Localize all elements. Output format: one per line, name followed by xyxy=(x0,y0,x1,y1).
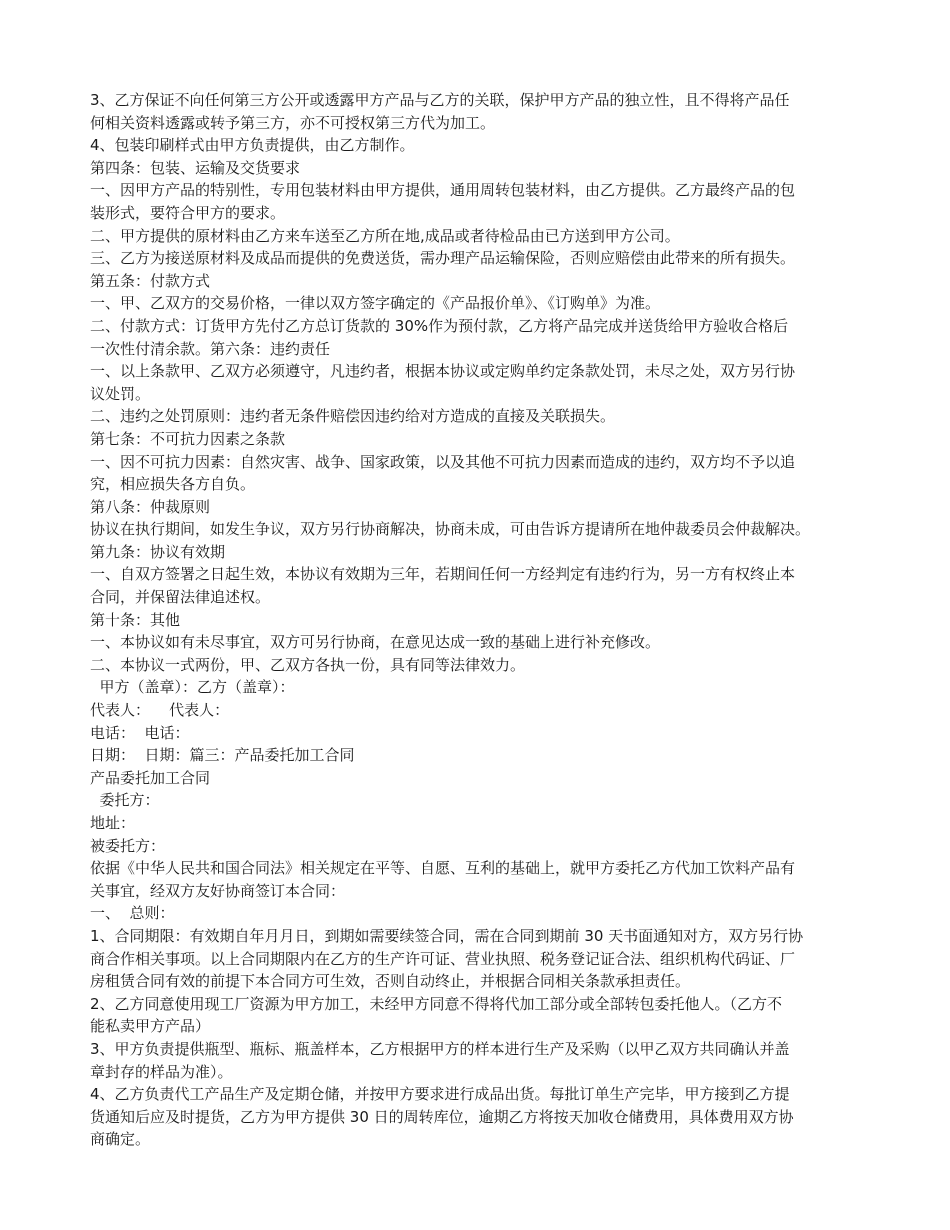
text-line: 一、本协议如有未尽事宜，双方可另行协商，在意见达成一致的基础上进行补充修改。 xyxy=(90,633,661,652)
signature-line: 甲方（盖章）：乙方（盖章）： xyxy=(90,678,295,697)
text-line: 合同，并保留法律追述权。 xyxy=(90,588,271,607)
text-line: 3、甲方负责提供瓶型、瓶标、瓶盖样本，乙方根据甲方的样本进行生产及采购（以甲乙双方共同确认并盖 xyxy=(90,1039,790,1058)
text-line: 4、乙方负责代工产品生产及定期仓储，并按甲方要求进行成品出货。每批订单生产完毕，甲方接到乙方提 xyxy=(90,1085,790,1104)
text-line: 章封存的样品为准）。 xyxy=(90,1062,233,1081)
text-line: 三、乙方为接送原材料及成品而提供的免费送货，需办理产品运输保险，否则应赔偿由此带来的所有损失。 xyxy=(90,249,796,268)
text-line: 一、因不可抗力因素：自然灾害、战争、国家政策，以及其他不可抗力因素而造成的违约，双方均不予以追 xyxy=(90,452,796,471)
contract-title: 产品委托加工合同 xyxy=(90,768,211,787)
text-line: 3、乙方保证不向任何第三方公开或透露甲方产品与乙方的关联，保护甲方产品的独立性，且不得将产品任 xyxy=(90,91,790,109)
text-line: 一次性付清余款。第六条：违约责任 xyxy=(90,339,331,358)
section-heading: 第九条：协议有效期 xyxy=(90,542,226,561)
text-line: 一、甲、乙双方的交易价格，一律以双方签字确定的《产品报价单》、《订购单》为准。 xyxy=(90,294,661,313)
signature-line: 电话： 电话： xyxy=(90,723,190,742)
text-line: 何相关资料透露或转予第三方，亦不可授权第三方代为加工。 xyxy=(90,113,496,132)
text-line: 协议在执行期间，如发生争议，双方另行协商解决，协商未成，可由告诉方提请所在地仲裁委员会仲裁解决。 xyxy=(90,520,811,539)
text-line: 关事宜，经双方友好协商签订本合同： xyxy=(90,881,346,900)
text-line: 1、合同期限：有效期自年月月日，到期如需要续签合同，需在合同到期前 30 天书面通知对方，双方另行协 xyxy=(90,926,804,945)
text-line: 商合作相关事项。以上合同期限内在乙方的生产许可证、营业执照、税务登记证合法、组织机构代码证、厂 xyxy=(90,949,796,968)
text-line: 依据《中华人民共和国合同法》相关规定在平等、自愿、互利的基础上，就甲方委托乙方代加工饮料产品有 xyxy=(90,859,796,878)
text-line: 货通知后应及时提货，乙方为甲方提供 30 日的周转库位，逾期乙方将按天加收仓储费用，具体费用双方协 xyxy=(90,1107,794,1126)
section-heading: 第五条：付款方式 xyxy=(90,271,211,290)
section-heading: 一、 总则： xyxy=(90,904,175,923)
text-line: 议处罚。 xyxy=(90,384,151,403)
section-heading: 第十条：其他 xyxy=(90,610,181,629)
section-heading: 第八条：仲裁原则 xyxy=(90,497,211,516)
text-line: 一、以上条款甲、乙双方必须遵守，凡违约者，根据本协议或定购单约定条款处罚，未尽之处，双方另行协 xyxy=(90,362,796,381)
document-body xyxy=(90,89,865,1151)
text-line: 4、包装印刷样式由甲方负责提供，由乙方制作。 xyxy=(90,136,415,155)
field-line: 地址： xyxy=(90,814,136,832)
text-line: 二、付款方式：订货甲方先付乙方总订货款的 30%作为预付款，乙方将产品完成并送货给甲方验收合格后 xyxy=(90,316,789,335)
text-line: 二、甲方提供的原材料由乙方来车送至乙方所在地,成品或者待检品由已方送到甲方公司。 xyxy=(90,226,680,245)
section-heading: 第四条：包装、运输及交货要求 xyxy=(90,158,301,177)
text-line: 能私卖甲方产品） xyxy=(90,1017,211,1036)
text-line: 装形式，要符合甲方的要求。 xyxy=(90,203,286,222)
text-line: 房租赁合同有效的前提下本合同方可生效，否则自动终止，并根据合同相关条款承担责任。 xyxy=(90,972,691,991)
signature-line: 代表人： 代表人： xyxy=(90,701,230,720)
text-line: 二、本协议一式两份，甲、乙双方各执一份，具有同等法律效力。 xyxy=(90,655,526,674)
signature-line: 日期： 日期：篇三：产品委托加工合同 xyxy=(90,746,355,765)
text-line: 二、违约之处罚原则：违约者无条件赔偿因违约给对方造成的直接及关联损失。 xyxy=(90,407,616,426)
text-line: 商确定。 xyxy=(90,1130,151,1149)
field-line: 被委托方： xyxy=(90,836,166,855)
text-line: 一、自双方签署之日起生效，本协议有效期为三年，若期间任何一方经判定有违约行为，另一方有权终止本 xyxy=(90,565,796,584)
field-line: 委托方： xyxy=(90,791,160,810)
section-heading: 第七条：不可抗力因素之条款 xyxy=(90,429,286,448)
text-line: 究，相应损失各方自负。 xyxy=(90,475,256,494)
text-line: 2、乙方同意使用现工厂资源为甲方加工，未经甲方同意不得将代加工部分或全部转包委托他人。（乙方不 xyxy=(90,994,783,1013)
text-line: 一、因甲方产品的特别性，专用包装材料由甲方提供，通用周转包装材料，由乙方提供。乙方最终产品的包 xyxy=(90,181,796,200)
